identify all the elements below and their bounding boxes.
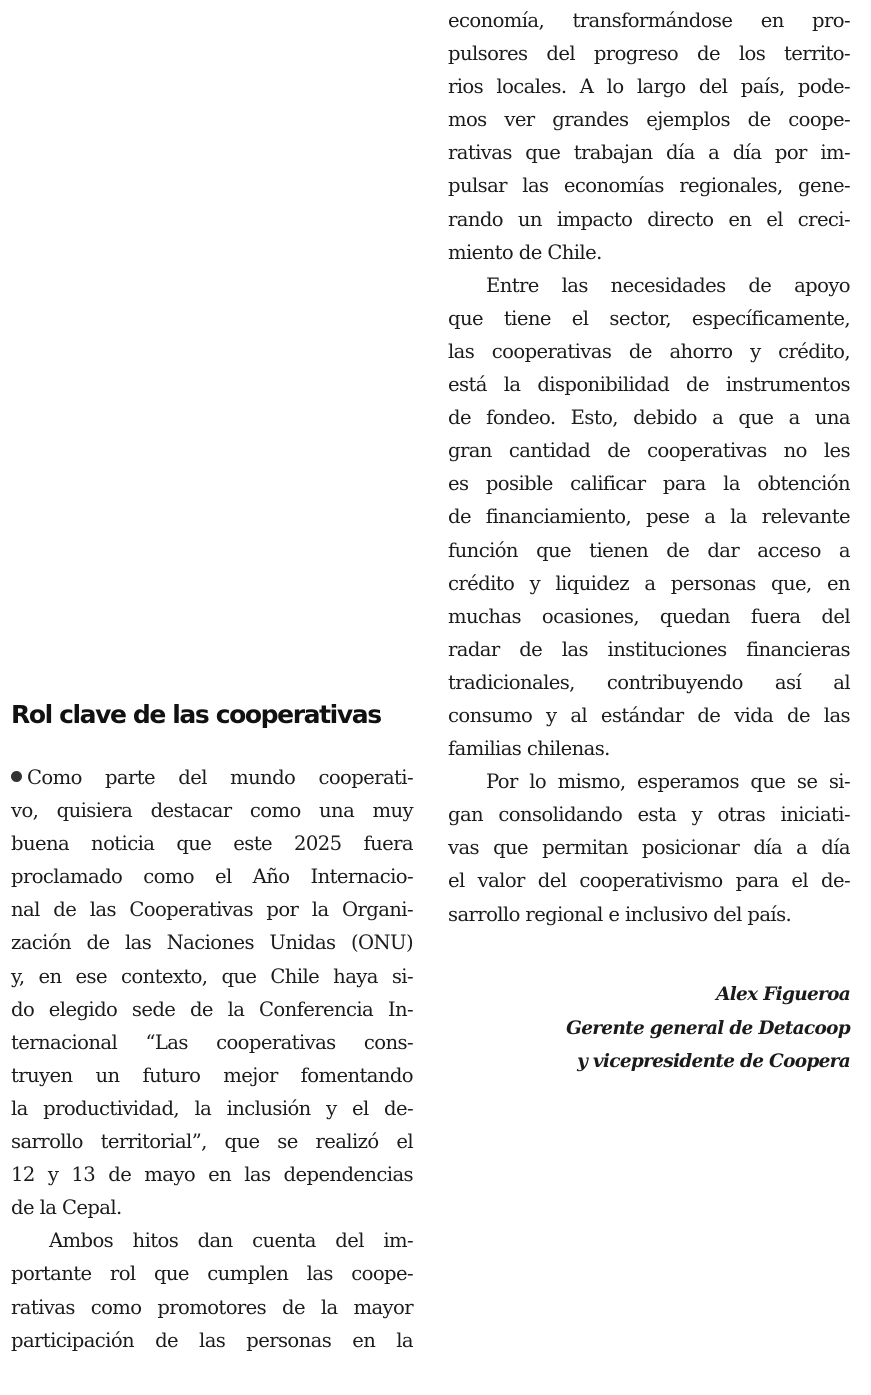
text-line: 12 y 13 de mayo en las dependencias: [11, 1163, 413, 1187]
text-line: que tiene el sector, específicamente,: [448, 306, 850, 330]
text-line: Como parte del mundo cooperati-: [11, 761, 413, 794]
text-line: de financiamiento, pese a la relevante: [448, 505, 850, 529]
text-line: portante rol que cumplen las coope-: [11, 1262, 413, 1286]
text-line: gan consolidando esta y otras iniciati-: [448, 803, 850, 827]
author-name: Alex Figueroa: [716, 984, 850, 1005]
text-line: truyen un futuro mejor fomentando: [11, 1063, 413, 1087]
left-column: [11, 698, 413, 1357]
text-line: y, en ese contexto, que Chile haya si-: [11, 964, 413, 988]
text-line: ternacional “Las cooperativas cons-: [11, 1030, 413, 1054]
text-line: radar de las instituciones financieras: [448, 637, 850, 661]
text-line: muchas ocasiones, quedan fuera del: [448, 604, 850, 628]
text-line: economía, transformándose en pro-: [448, 9, 850, 32]
text-line: de la Cepal.: [11, 1196, 122, 1220]
text-line: proclamado como el Año Internacio-: [11, 865, 413, 889]
text-line: pulsores del progreso de los territo-: [448, 42, 850, 66]
text-line: el valor del cooperativismo para el de-: [448, 869, 850, 893]
author-signature: [430, 978, 850, 1079]
text-line: pulsar las economías regionales, gene-: [448, 174, 850, 198]
text-line: mos ver grandes ejemplos de coope-: [448, 108, 850, 132]
author-role-second: y vicepresidente de Coopera: [577, 1051, 850, 1072]
text-line: tradicionales, contribuyendo así al: [448, 670, 850, 694]
text-line: do elegido sede de la Conferencia In-: [11, 997, 413, 1021]
text-line: las cooperativas de ahorro y crédito,: [448, 339, 850, 363]
text-line: gran cantidad de cooperativas no les: [448, 439, 850, 463]
text-line: función que tienen de dar acceso a: [448, 538, 850, 562]
text-line: vas que permitan posicionar día a día: [448, 836, 850, 860]
right-column: [448, 4, 850, 931]
text-line: miento de Chile.: [448, 240, 602, 264]
text-line: nal de las Cooperativas por la Organi-: [11, 898, 413, 922]
text-line: Por lo mismo, esperamos que se si-: [486, 770, 850, 794]
text-line: de fondeo. Esto, debido a que a una: [448, 406, 850, 430]
left-paragraphs: [11, 761, 413, 1357]
text-line: sarrollo territorial”, que se realizó el: [11, 1130, 413, 1154]
text-line: participación de las personas en la: [11, 1328, 413, 1352]
author-role: Gerente general de Detacoop: [566, 1017, 850, 1039]
text-line: Ambos hitos dan cuenta del im-: [49, 1229, 413, 1253]
bullet-dot-icon: [11, 771, 22, 782]
text-line: crédito y liquidez a personas que, en: [448, 571, 850, 595]
text-line: rativas como promotores de la mayor: [11, 1295, 413, 1319]
text-line: sarrollo regional e inclusivo del país.: [448, 902, 792, 926]
text-line: vo, quisiera destacar como una muy: [11, 799, 413, 823]
text-line: es posible calificar para la obtención: [448, 472, 850, 496]
text-line: está la disponibilidad de instrumentos: [448, 373, 850, 397]
text-line: la productividad, la inclusión y el de-: [11, 1096, 413, 1120]
text-line: Entre las necesidades de apoyo: [486, 273, 850, 297]
article-heading: Rol clave de las cooperativas: [11, 700, 381, 729]
text-line: buena noticia que este 2025 fuera: [11, 832, 413, 856]
text-line: zación de las Naciones Unidas (ONU): [11, 931, 413, 955]
text-line: rios locales. A lo largo del país, pode-: [448, 75, 850, 99]
text-line: rando un impacto directo en el creci-: [448, 207, 850, 231]
text-line: familias chilenas.: [448, 737, 610, 761]
text-line: consumo y al estándar de vida de las: [448, 703, 850, 727]
text-line: rativas que trabajan día a día por im-: [448, 141, 850, 165]
